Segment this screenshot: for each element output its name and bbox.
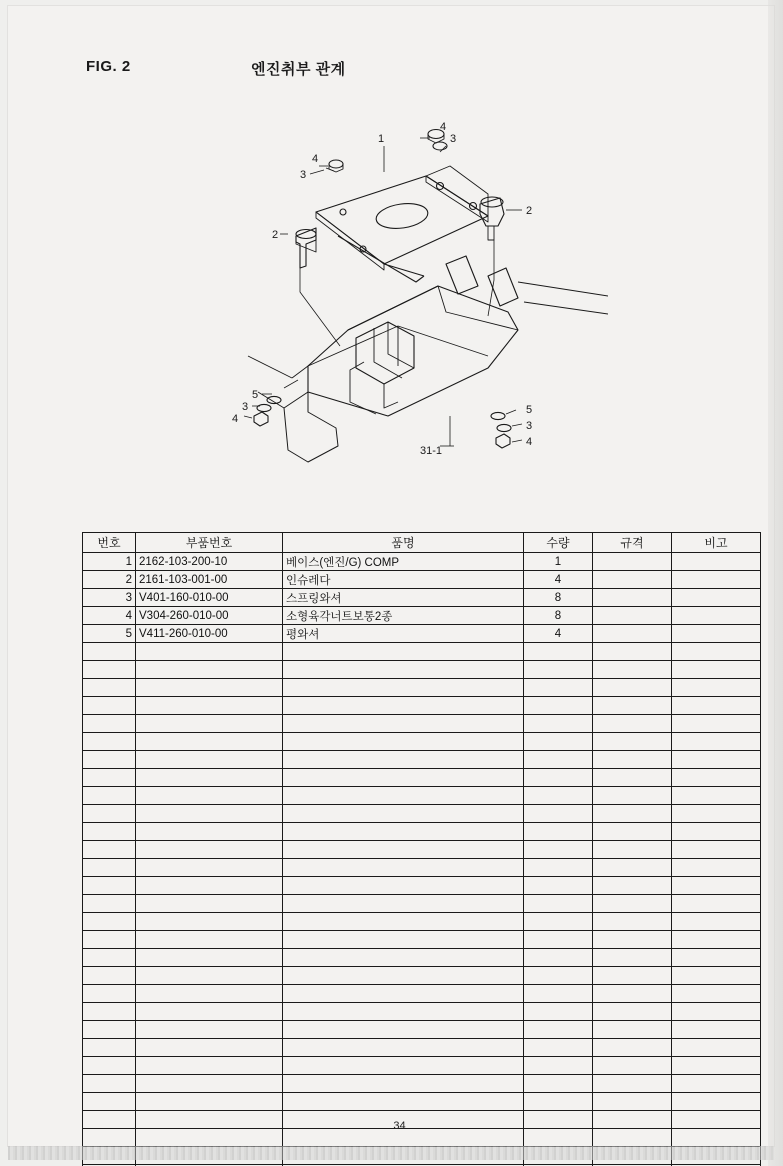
cell-empty xyxy=(83,1075,136,1093)
cell-empty xyxy=(672,643,761,661)
cell-empty xyxy=(524,787,593,805)
cell-empty xyxy=(283,823,524,841)
cell-empty xyxy=(672,985,761,1003)
cell-empty xyxy=(524,1075,593,1093)
cell-empty xyxy=(136,697,283,715)
header-part-no: 부품번호 xyxy=(136,533,283,553)
cell-empty xyxy=(283,859,524,877)
cell-empty xyxy=(136,1093,283,1111)
cell-empty xyxy=(83,661,136,679)
table-row-empty xyxy=(83,661,761,679)
callout-4-bottomright: 4 xyxy=(526,436,533,448)
cell-empty xyxy=(83,1039,136,1057)
cell-empty xyxy=(672,733,761,751)
table-row-empty xyxy=(83,949,761,967)
cell-number: 2 xyxy=(83,571,136,589)
cell-qty: 8 xyxy=(524,589,593,607)
cell-empty xyxy=(136,895,283,913)
cell-empty xyxy=(83,733,136,751)
cell-empty xyxy=(83,1003,136,1021)
cell-name: 스프링와셔 xyxy=(283,589,524,607)
cell-empty xyxy=(283,1021,524,1039)
table-row-empty xyxy=(83,1075,761,1093)
cell-empty xyxy=(283,697,524,715)
cell-number: 5 xyxy=(83,625,136,643)
table-row-empty xyxy=(83,1093,761,1111)
cell-name: 베이스(엔진/G) COMP xyxy=(283,553,524,571)
cell-empty xyxy=(593,931,672,949)
cell-empty xyxy=(283,751,524,769)
cell-empty xyxy=(672,859,761,877)
cell-empty xyxy=(136,787,283,805)
cell-empty xyxy=(593,967,672,985)
cell-empty xyxy=(593,823,672,841)
cell-empty xyxy=(136,877,283,895)
cell-empty xyxy=(593,841,672,859)
cell-empty xyxy=(136,805,283,823)
cell-empty xyxy=(672,931,761,949)
cell-empty xyxy=(136,715,283,733)
table-row xyxy=(83,571,761,589)
cell-empty xyxy=(136,1075,283,1093)
table-row-empty xyxy=(83,769,761,787)
cell-empty xyxy=(283,787,524,805)
cell-empty xyxy=(136,823,283,841)
callout-5-right: 5 xyxy=(526,404,533,416)
cell-empty xyxy=(672,913,761,931)
cell-empty xyxy=(672,661,761,679)
cell-empty xyxy=(283,841,524,859)
cell-empty xyxy=(283,805,524,823)
header-number: 번호 xyxy=(83,533,136,553)
cell-empty xyxy=(524,1057,593,1075)
cell-empty xyxy=(83,715,136,733)
cell-empty xyxy=(672,769,761,787)
callout-2-right: 2 xyxy=(526,205,533,217)
cell-empty xyxy=(672,967,761,985)
cell-empty xyxy=(672,715,761,733)
cell-empty xyxy=(672,1093,761,1111)
cell-remark xyxy=(672,607,761,625)
cell-empty xyxy=(672,1075,761,1093)
cell-empty xyxy=(593,877,672,895)
cell-part-number: 2161-103-001-00 xyxy=(136,571,283,589)
cell-empty xyxy=(524,751,593,769)
cell-qty: 4 xyxy=(524,571,593,589)
cell-empty xyxy=(672,805,761,823)
cell-empty xyxy=(593,1021,672,1039)
cell-empty xyxy=(83,787,136,805)
cell-empty xyxy=(83,1093,136,1111)
cell-empty xyxy=(83,895,136,913)
cell-empty xyxy=(672,949,761,967)
cell-empty xyxy=(283,1075,524,1093)
cell-empty xyxy=(524,967,593,985)
cell-empty xyxy=(593,1003,672,1021)
cell-empty xyxy=(593,697,672,715)
cell-empty xyxy=(136,949,283,967)
cell-empty xyxy=(83,805,136,823)
cell-empty xyxy=(593,949,672,967)
callout-3-topleft: 3 xyxy=(300,169,307,181)
cell-number: 3 xyxy=(83,589,136,607)
cell-empty xyxy=(136,985,283,1003)
callout-4-topleft: 4 xyxy=(312,153,319,165)
cell-empty xyxy=(83,931,136,949)
cell-empty xyxy=(524,643,593,661)
cell-empty xyxy=(593,1039,672,1057)
cell-empty xyxy=(524,715,593,733)
cell-part-number: 2162-103-200-10 xyxy=(136,553,283,571)
figure-title: 엔진취부 관계 xyxy=(251,61,346,78)
cell-remark xyxy=(672,625,761,643)
cell-empty xyxy=(283,769,524,787)
cell-empty xyxy=(136,967,283,985)
cell-empty xyxy=(283,949,524,967)
cell-empty xyxy=(283,733,524,751)
cell-empty xyxy=(83,697,136,715)
cell-empty xyxy=(83,859,136,877)
callout-3-bottomright: 3 xyxy=(526,420,533,432)
cell-empty xyxy=(593,787,672,805)
table-row-empty xyxy=(83,1039,761,1057)
cell-qty: 4 xyxy=(524,625,593,643)
table-row-empty xyxy=(83,985,761,1003)
cell-empty xyxy=(283,1057,524,1075)
cell-empty xyxy=(524,1093,593,1111)
table-row-empty xyxy=(83,679,761,697)
cell-empty xyxy=(524,679,593,697)
cell-empty xyxy=(593,661,672,679)
callout-figure-ref: 31-1 xyxy=(420,445,443,457)
cell-empty xyxy=(83,823,136,841)
page-number: 34 xyxy=(393,1120,406,1132)
cell-empty xyxy=(83,841,136,859)
table-row-empty xyxy=(83,931,761,949)
cell-empty xyxy=(283,877,524,895)
cell-empty xyxy=(283,1093,524,1111)
table-row-empty xyxy=(83,823,761,841)
cell-spec xyxy=(593,553,672,571)
cell-empty xyxy=(524,823,593,841)
cell-empty xyxy=(524,931,593,949)
cell-empty xyxy=(283,985,524,1003)
callout-1: 1 xyxy=(378,133,385,145)
cell-empty xyxy=(136,751,283,769)
table-row-empty xyxy=(83,877,761,895)
cell-empty xyxy=(83,949,136,967)
scan-artifact-bottom xyxy=(8,1146,774,1160)
cell-empty xyxy=(593,643,672,661)
cell-spec xyxy=(593,571,672,589)
cell-empty xyxy=(136,859,283,877)
cell-empty xyxy=(524,913,593,931)
cell-name: 인슈레다 xyxy=(283,571,524,589)
cell-qty: 8 xyxy=(524,607,593,625)
cell-empty xyxy=(672,751,761,769)
header-qty: 수량 xyxy=(524,533,593,553)
cell-empty xyxy=(524,859,593,877)
table-row-empty xyxy=(83,895,761,913)
cell-empty xyxy=(593,751,672,769)
cell-empty xyxy=(136,769,283,787)
table-row-empty xyxy=(83,715,761,733)
cell-part-number: V401-160-010-00 xyxy=(136,589,283,607)
cell-remark xyxy=(672,553,761,571)
cell-empty xyxy=(283,643,524,661)
table-row-empty xyxy=(83,1003,761,1021)
callout-2-left: 2 xyxy=(272,229,279,241)
cell-empty xyxy=(136,931,283,949)
paper-sheet xyxy=(8,6,774,1146)
cell-empty xyxy=(136,661,283,679)
cell-empty xyxy=(524,805,593,823)
cell-empty xyxy=(283,967,524,985)
table-row xyxy=(83,625,761,643)
cell-empty xyxy=(136,1039,283,1057)
cell-empty xyxy=(83,913,136,931)
header-remark: 비고 xyxy=(672,533,761,553)
cell-empty xyxy=(593,913,672,931)
cell-empty xyxy=(593,859,672,877)
cell-part-number: V304-260-010-00 xyxy=(136,607,283,625)
cell-empty xyxy=(524,877,593,895)
cell-empty xyxy=(136,1057,283,1075)
cell-empty xyxy=(283,679,524,697)
cell-empty xyxy=(593,805,672,823)
cell-spec xyxy=(593,625,672,643)
cell-empty xyxy=(524,1003,593,1021)
cell-remark xyxy=(672,589,761,607)
cell-empty xyxy=(283,661,524,679)
cell-empty xyxy=(136,841,283,859)
table-row-empty xyxy=(83,643,761,661)
cell-empty xyxy=(136,679,283,697)
cell-empty xyxy=(593,679,672,697)
cell-empty xyxy=(136,733,283,751)
table-row-empty xyxy=(83,733,761,751)
cell-empty xyxy=(83,967,136,985)
cell-empty xyxy=(524,841,593,859)
cell-empty xyxy=(283,913,524,931)
table-row-empty xyxy=(83,751,761,769)
cell-empty xyxy=(524,949,593,967)
cell-empty xyxy=(83,751,136,769)
cell-empty xyxy=(136,643,283,661)
cell-empty xyxy=(672,1003,761,1021)
cell-empty xyxy=(136,1003,283,1021)
table-row-empty xyxy=(83,1057,761,1075)
cell-empty xyxy=(672,841,761,859)
table-row xyxy=(83,607,761,625)
table-row-empty xyxy=(83,913,761,931)
cell-empty xyxy=(136,1021,283,1039)
cell-empty xyxy=(524,661,593,679)
cell-empty xyxy=(283,1003,524,1021)
header-spec: 규격 xyxy=(593,533,672,553)
cell-empty xyxy=(672,1021,761,1039)
callout-3-bottomleft: 3 xyxy=(242,401,249,413)
cell-number: 4 xyxy=(83,607,136,625)
cell-spec xyxy=(593,607,672,625)
cell-empty xyxy=(672,787,761,805)
cell-empty xyxy=(524,769,593,787)
cell-empty xyxy=(593,1075,672,1093)
cell-empty xyxy=(593,715,672,733)
cell-name: 평와셔 xyxy=(283,625,524,643)
cell-empty xyxy=(83,1057,136,1075)
cell-remark xyxy=(672,571,761,589)
cell-name: 소형육각너트보통2종 xyxy=(283,607,524,625)
cell-empty xyxy=(672,697,761,715)
cell-empty xyxy=(283,715,524,733)
cell-empty xyxy=(524,985,593,1003)
cell-empty xyxy=(672,877,761,895)
figure-label: FIG. 2 xyxy=(86,58,131,75)
callout-4-topright: 4 xyxy=(440,121,447,133)
callout-4-bottomleft: 4 xyxy=(232,413,239,425)
cell-empty xyxy=(593,1057,672,1075)
table-row-empty xyxy=(83,805,761,823)
cell-empty xyxy=(524,733,593,751)
cell-empty xyxy=(524,1021,593,1039)
cell-empty xyxy=(136,913,283,931)
cell-empty xyxy=(524,1039,593,1057)
table-row-empty xyxy=(83,697,761,715)
cell-empty xyxy=(672,679,761,697)
cell-spec xyxy=(593,589,672,607)
table-row-empty xyxy=(83,787,761,805)
cell-empty xyxy=(83,1021,136,1039)
cell-empty xyxy=(593,769,672,787)
callout-5-left: 5 xyxy=(252,389,259,401)
table-row-empty xyxy=(83,859,761,877)
scan-artifact-right xyxy=(768,0,783,1166)
callout-3-topright: 3 xyxy=(450,133,457,145)
parts-illustration xyxy=(188,116,608,506)
cell-empty xyxy=(283,1039,524,1057)
cell-qty: 1 xyxy=(524,553,593,571)
cell-empty xyxy=(672,1057,761,1075)
cell-empty xyxy=(283,931,524,949)
cell-number: 1 xyxy=(83,553,136,571)
cell-empty xyxy=(593,733,672,751)
cell-empty xyxy=(83,769,136,787)
parts-table xyxy=(82,532,761,1166)
cell-part-number: V411-260-010-00 xyxy=(136,625,283,643)
table-header-row xyxy=(83,533,761,553)
table-row-empty xyxy=(83,841,761,859)
cell-empty xyxy=(83,877,136,895)
cell-empty xyxy=(283,895,524,913)
table-row-empty xyxy=(83,967,761,985)
table-body xyxy=(83,553,761,1166)
cell-empty xyxy=(593,985,672,1003)
cell-empty xyxy=(672,895,761,913)
cell-empty xyxy=(524,895,593,913)
table-row-empty xyxy=(83,1021,761,1039)
cell-empty xyxy=(83,985,136,1003)
cell-empty xyxy=(83,643,136,661)
cell-empty xyxy=(593,895,672,913)
cell-empty xyxy=(83,679,136,697)
cell-empty xyxy=(593,1093,672,1111)
table-row xyxy=(83,589,761,607)
cell-empty xyxy=(672,823,761,841)
table-row xyxy=(83,553,761,571)
cell-empty xyxy=(672,1039,761,1057)
header-name: 품명 xyxy=(283,533,524,553)
cell-empty xyxy=(524,697,593,715)
